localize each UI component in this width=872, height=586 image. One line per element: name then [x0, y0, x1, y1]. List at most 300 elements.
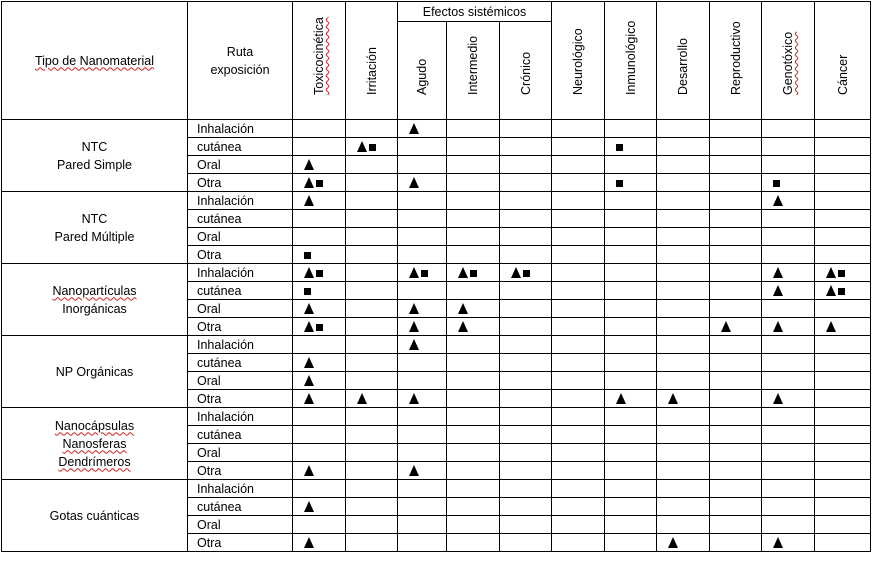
triangle-icon — [304, 195, 314, 206]
header-effect-3 — [447, 22, 500, 120]
triangle-icon — [511, 267, 521, 278]
route-cell: Oral — [188, 372, 293, 390]
effect-cell — [500, 138, 552, 156]
effect-cell — [815, 444, 871, 462]
triangle-icon — [409, 339, 419, 350]
triangle-icon — [773, 285, 783, 296]
nanomaterial-type-line: Nanopartículas — [52, 283, 137, 298]
effect-cell — [398, 336, 447, 354]
triangle-icon — [668, 537, 678, 548]
triangle-icon — [773, 321, 783, 332]
effect-cell — [657, 336, 710, 354]
triangle-icon — [409, 303, 419, 314]
effect-cell — [762, 390, 815, 408]
effect-cell — [447, 462, 500, 480]
effect-cell — [815, 174, 871, 192]
square-icon — [470, 270, 477, 277]
effect-cell — [605, 282, 657, 300]
effect-cell — [710, 300, 762, 318]
nanomaterial-type-cell — [2, 480, 188, 552]
nanomaterial-type-line: NP Orgánicas — [55, 364, 134, 379]
effect-cell — [762, 138, 815, 156]
effect-cell — [605, 192, 657, 210]
effect-cell — [398, 480, 447, 498]
effect-cell — [552, 498, 605, 516]
route-cell: Otra — [188, 462, 293, 480]
effect-cell — [293, 264, 346, 282]
effect-cell — [552, 192, 605, 210]
effect-cell — [346, 372, 398, 390]
effect-cell — [552, 426, 605, 444]
effect-cell — [398, 138, 447, 156]
effect-cell — [710, 120, 762, 138]
effect-cell — [710, 354, 762, 372]
table-row — [2, 336, 871, 354]
effect-cell — [815, 156, 871, 174]
header-effect-1 — [346, 2, 398, 120]
effect-cell — [293, 534, 346, 552]
square-icon — [421, 270, 428, 277]
effect-cell — [762, 372, 815, 390]
effect-cell — [710, 228, 762, 246]
effect-cell — [657, 516, 710, 534]
nanomaterial-type-line: Nanocápsulas — [54, 418, 135, 433]
effect-cell — [552, 318, 605, 336]
effect-cell — [762, 156, 815, 174]
effect-cell — [710, 426, 762, 444]
effect-cell — [500, 498, 552, 516]
effect-cell — [762, 408, 815, 426]
effect-cell — [447, 516, 500, 534]
effect-cell — [552, 372, 605, 390]
effect-cell — [552, 174, 605, 192]
effect-cell — [762, 462, 815, 480]
effect-cell — [500, 516, 552, 534]
effect-cell — [710, 264, 762, 282]
route-cell: Otra — [188, 246, 293, 264]
header-systemic-label: Efectos sistémicos — [422, 4, 527, 19]
effect-cell — [346, 408, 398, 426]
triangle-icon — [304, 177, 314, 188]
effect-cell — [447, 300, 500, 318]
header-effect-label: Crónico — [518, 51, 533, 95]
effect-cell — [293, 210, 346, 228]
nanomaterial-type-line: Inorgánicas — [62, 301, 127, 316]
square-icon — [316, 270, 323, 277]
effect-cell — [815, 354, 871, 372]
effect-cell — [552, 516, 605, 534]
effect-cell — [346, 138, 398, 156]
effect-cell — [398, 282, 447, 300]
effect-cell — [657, 462, 710, 480]
effect-cell — [293, 228, 346, 246]
effect-cell — [657, 210, 710, 228]
effect-cell — [552, 120, 605, 138]
triangle-icon — [304, 501, 314, 512]
effect-cell — [605, 390, 657, 408]
effect-cell — [710, 480, 762, 498]
effect-cell — [605, 408, 657, 426]
effect-cell — [500, 300, 552, 318]
effect-cell — [815, 516, 871, 534]
effect-cell — [346, 228, 398, 246]
effect-cell — [500, 426, 552, 444]
header-effect-label: Agudo — [415, 58, 429, 95]
effect-cell — [552, 138, 605, 156]
square-icon — [369, 144, 376, 151]
effect-cell — [657, 354, 710, 372]
triangle-icon — [304, 537, 314, 548]
header-effect-8 — [710, 2, 762, 120]
table-row — [2, 408, 871, 426]
effect-cell — [605, 120, 657, 138]
triangle-icon — [458, 267, 468, 278]
triangle-icon — [357, 141, 367, 152]
triangle-icon — [616, 393, 626, 404]
effect-cell — [762, 498, 815, 516]
effect-cell — [398, 426, 447, 444]
effect-cell — [552, 390, 605, 408]
effect-cell — [552, 246, 605, 264]
triangle-icon — [458, 321, 468, 332]
effect-cell — [605, 480, 657, 498]
route-cell: Oral — [188, 156, 293, 174]
effect-cell — [447, 480, 500, 498]
effect-cell — [447, 336, 500, 354]
effect-cell — [293, 156, 346, 174]
effect-cell — [346, 516, 398, 534]
effect-cell — [398, 318, 447, 336]
effect-cell — [710, 516, 762, 534]
effect-cell — [762, 300, 815, 318]
effect-cell — [447, 426, 500, 444]
header-effect-label: Reproductivo — [728, 21, 743, 95]
effect-cell — [710, 390, 762, 408]
effect-cell — [447, 192, 500, 210]
effect-cell — [815, 264, 871, 282]
effect-cell — [657, 138, 710, 156]
nanomaterial-type-cell — [2, 336, 188, 408]
route-cell: Oral — [188, 444, 293, 462]
header-route-line-1: Ruta — [226, 44, 254, 59]
route-cell: Oral — [188, 516, 293, 534]
effect-cell — [398, 174, 447, 192]
effect-cell — [500, 264, 552, 282]
effect-cell — [815, 336, 871, 354]
effect-cell — [605, 300, 657, 318]
effect-cell — [605, 516, 657, 534]
effect-cell — [815, 498, 871, 516]
square-icon — [838, 288, 845, 295]
effect-cell — [762, 318, 815, 336]
route-cell: Oral — [188, 300, 293, 318]
effect-cell — [762, 444, 815, 462]
table-row — [2, 192, 871, 210]
effect-cell — [710, 444, 762, 462]
header-effect-label: Desarrollo — [676, 38, 691, 95]
effect-cell — [500, 534, 552, 552]
effect-cell — [447, 210, 500, 228]
triangle-icon — [304, 375, 314, 386]
effect-cell — [447, 318, 500, 336]
effect-cell — [815, 300, 871, 318]
effect-cell — [346, 246, 398, 264]
header-type-label: Tipo de Nanomaterial — [34, 53, 155, 68]
header-systemic-effects — [398, 2, 552, 22]
triangle-icon — [304, 465, 314, 476]
effect-cell — [398, 300, 447, 318]
triangle-icon — [826, 285, 836, 296]
effect-cell — [605, 372, 657, 390]
route-cell: Otra — [188, 534, 293, 552]
effect-cell — [605, 210, 657, 228]
triangle-icon — [826, 267, 836, 278]
effect-cell — [605, 246, 657, 264]
effect-cell — [293, 516, 346, 534]
effect-cell — [762, 120, 815, 138]
effect-cell — [710, 210, 762, 228]
effect-cell — [447, 372, 500, 390]
effect-cell — [398, 462, 447, 480]
effect-cell — [657, 480, 710, 498]
effect-cell — [346, 498, 398, 516]
effect-cell — [293, 354, 346, 372]
effect-cell — [500, 174, 552, 192]
effect-cell — [710, 192, 762, 210]
route-cell: Inhalación — [188, 120, 293, 138]
effect-cell — [346, 120, 398, 138]
nanomaterial-type-cell — [2, 408, 188, 480]
square-icon — [838, 270, 845, 277]
effect-cell — [710, 372, 762, 390]
effect-cell — [552, 228, 605, 246]
triangle-icon — [773, 195, 783, 206]
effect-cell — [605, 264, 657, 282]
square-icon — [773, 180, 780, 187]
effect-cell — [657, 264, 710, 282]
route-cell: Inhalación — [188, 336, 293, 354]
effect-cell — [293, 192, 346, 210]
effect-cell — [398, 210, 447, 228]
effect-cell — [552, 408, 605, 426]
effect-cell — [552, 210, 605, 228]
triangle-icon — [304, 357, 314, 368]
square-icon — [304, 252, 311, 259]
effect-cell — [398, 246, 447, 264]
header-effect-label: Toxicocinética — [312, 17, 326, 95]
effect-cell — [500, 444, 552, 462]
effect-cell — [552, 264, 605, 282]
route-cell: cutánea — [188, 210, 293, 228]
effect-cell — [500, 462, 552, 480]
effect-cell — [500, 192, 552, 210]
triangle-icon — [304, 303, 314, 314]
header-effect-5 — [552, 2, 605, 120]
route-cell: cutánea — [188, 138, 293, 156]
effect-cell — [293, 498, 346, 516]
effect-cell — [657, 156, 710, 174]
effect-cell — [398, 264, 447, 282]
route-cell: Inhalación — [188, 264, 293, 282]
effect-cell — [398, 408, 447, 426]
triangle-icon — [304, 393, 314, 404]
effect-cell — [710, 174, 762, 192]
effect-cell — [447, 282, 500, 300]
header-type-nanomaterial — [2, 2, 188, 120]
route-cell: cutánea — [188, 498, 293, 516]
square-icon — [523, 270, 530, 277]
triangle-icon — [826, 321, 836, 332]
effect-cell — [657, 318, 710, 336]
effect-cell — [815, 462, 871, 480]
effect-cell — [346, 264, 398, 282]
square-icon — [316, 324, 323, 331]
effect-cell — [293, 390, 346, 408]
effect-cell — [657, 246, 710, 264]
square-icon — [304, 288, 311, 295]
effect-cell — [605, 354, 657, 372]
effect-cell — [398, 120, 447, 138]
effect-cell — [346, 426, 398, 444]
effect-cell — [762, 174, 815, 192]
triangle-icon — [458, 303, 468, 314]
table-row — [2, 264, 871, 282]
header-effect-0 — [293, 2, 346, 120]
effect-cell — [762, 516, 815, 534]
effect-cell — [710, 534, 762, 552]
effect-cell — [447, 408, 500, 426]
triangle-icon — [773, 393, 783, 404]
triangle-icon — [773, 537, 783, 548]
route-cell: cutánea — [188, 282, 293, 300]
nanomaterial-type-line: Dendrímeros — [58, 454, 131, 469]
effect-cell — [398, 192, 447, 210]
effect-cell — [552, 534, 605, 552]
effect-cell — [293, 282, 346, 300]
effect-cell — [293, 174, 346, 192]
effect-cell — [762, 480, 815, 498]
effect-cell — [815, 120, 871, 138]
effect-cell — [398, 498, 447, 516]
effect-cell — [815, 390, 871, 408]
effect-cell — [762, 264, 815, 282]
effect-cell — [346, 282, 398, 300]
triangle-icon — [304, 321, 314, 332]
effect-cell — [293, 480, 346, 498]
header-effect-9 — [762, 2, 815, 120]
effect-cell — [447, 534, 500, 552]
route-cell: Inhalación — [188, 480, 293, 498]
effect-cell — [346, 462, 398, 480]
effect-cell — [346, 354, 398, 372]
effect-cell — [657, 282, 710, 300]
effect-cell — [500, 282, 552, 300]
triangle-icon — [409, 393, 419, 404]
effect-cell — [398, 354, 447, 372]
effect-cell — [657, 534, 710, 552]
effect-cell — [346, 336, 398, 354]
route-cell: Otra — [188, 390, 293, 408]
effect-cell — [398, 390, 447, 408]
square-icon — [316, 180, 323, 187]
effect-cell — [815, 480, 871, 498]
effect-cell — [605, 534, 657, 552]
effect-cell — [447, 138, 500, 156]
triangle-icon — [773, 267, 783, 278]
effect-cell — [500, 156, 552, 174]
triangle-icon — [304, 159, 314, 170]
effect-cell — [500, 390, 552, 408]
route-cell: Oral — [188, 228, 293, 246]
effect-cell — [762, 228, 815, 246]
triangle-icon — [409, 123, 419, 134]
effect-cell — [500, 372, 552, 390]
effect-cell — [293, 408, 346, 426]
nanomaterial-type-cell — [2, 120, 188, 192]
effect-cell — [815, 534, 871, 552]
effect-cell — [605, 138, 657, 156]
triangle-icon — [357, 393, 367, 404]
effect-cell — [815, 192, 871, 210]
route-cell: Inhalación — [188, 192, 293, 210]
route-cell: cutánea — [188, 354, 293, 372]
effect-cell — [293, 462, 346, 480]
header-effect-label: Intermedio — [466, 35, 480, 95]
effect-cell — [815, 138, 871, 156]
triangle-icon — [409, 177, 419, 188]
effect-cell — [346, 480, 398, 498]
effect-cell — [500, 336, 552, 354]
effect-cell — [293, 372, 346, 390]
effect-cell — [447, 444, 500, 462]
nanomaterial-type-line: Pared Simple — [56, 157, 133, 172]
effect-cell — [815, 246, 871, 264]
effect-cell — [605, 336, 657, 354]
effect-cell — [815, 228, 871, 246]
effect-cell — [762, 426, 815, 444]
effect-cell — [605, 498, 657, 516]
header-effect-10 — [815, 2, 871, 120]
effect-cell — [346, 156, 398, 174]
effect-cell — [293, 300, 346, 318]
effect-cell — [346, 210, 398, 228]
effect-cell — [552, 462, 605, 480]
effect-cell — [447, 246, 500, 264]
nanomaterial-effects-table — [1, 1, 871, 552]
effect-cell — [500, 120, 552, 138]
square-icon — [616, 144, 623, 151]
effect-cell — [605, 174, 657, 192]
nanomaterial-type-line: NTC — [81, 211, 108, 226]
effect-cell — [710, 336, 762, 354]
effect-cell — [605, 462, 657, 480]
effect-cell — [346, 444, 398, 462]
effect-cell — [500, 210, 552, 228]
effect-cell — [762, 192, 815, 210]
effect-cell — [605, 444, 657, 462]
effect-cell — [657, 444, 710, 462]
triangle-icon — [409, 267, 419, 278]
effect-cell — [605, 318, 657, 336]
effect-cell — [346, 390, 398, 408]
effect-cell — [657, 372, 710, 390]
header-effect-2 — [398, 22, 447, 120]
effect-cell — [657, 498, 710, 516]
effect-cell — [762, 282, 815, 300]
effect-cell — [657, 426, 710, 444]
effect-cell — [447, 156, 500, 174]
effect-cell — [710, 408, 762, 426]
